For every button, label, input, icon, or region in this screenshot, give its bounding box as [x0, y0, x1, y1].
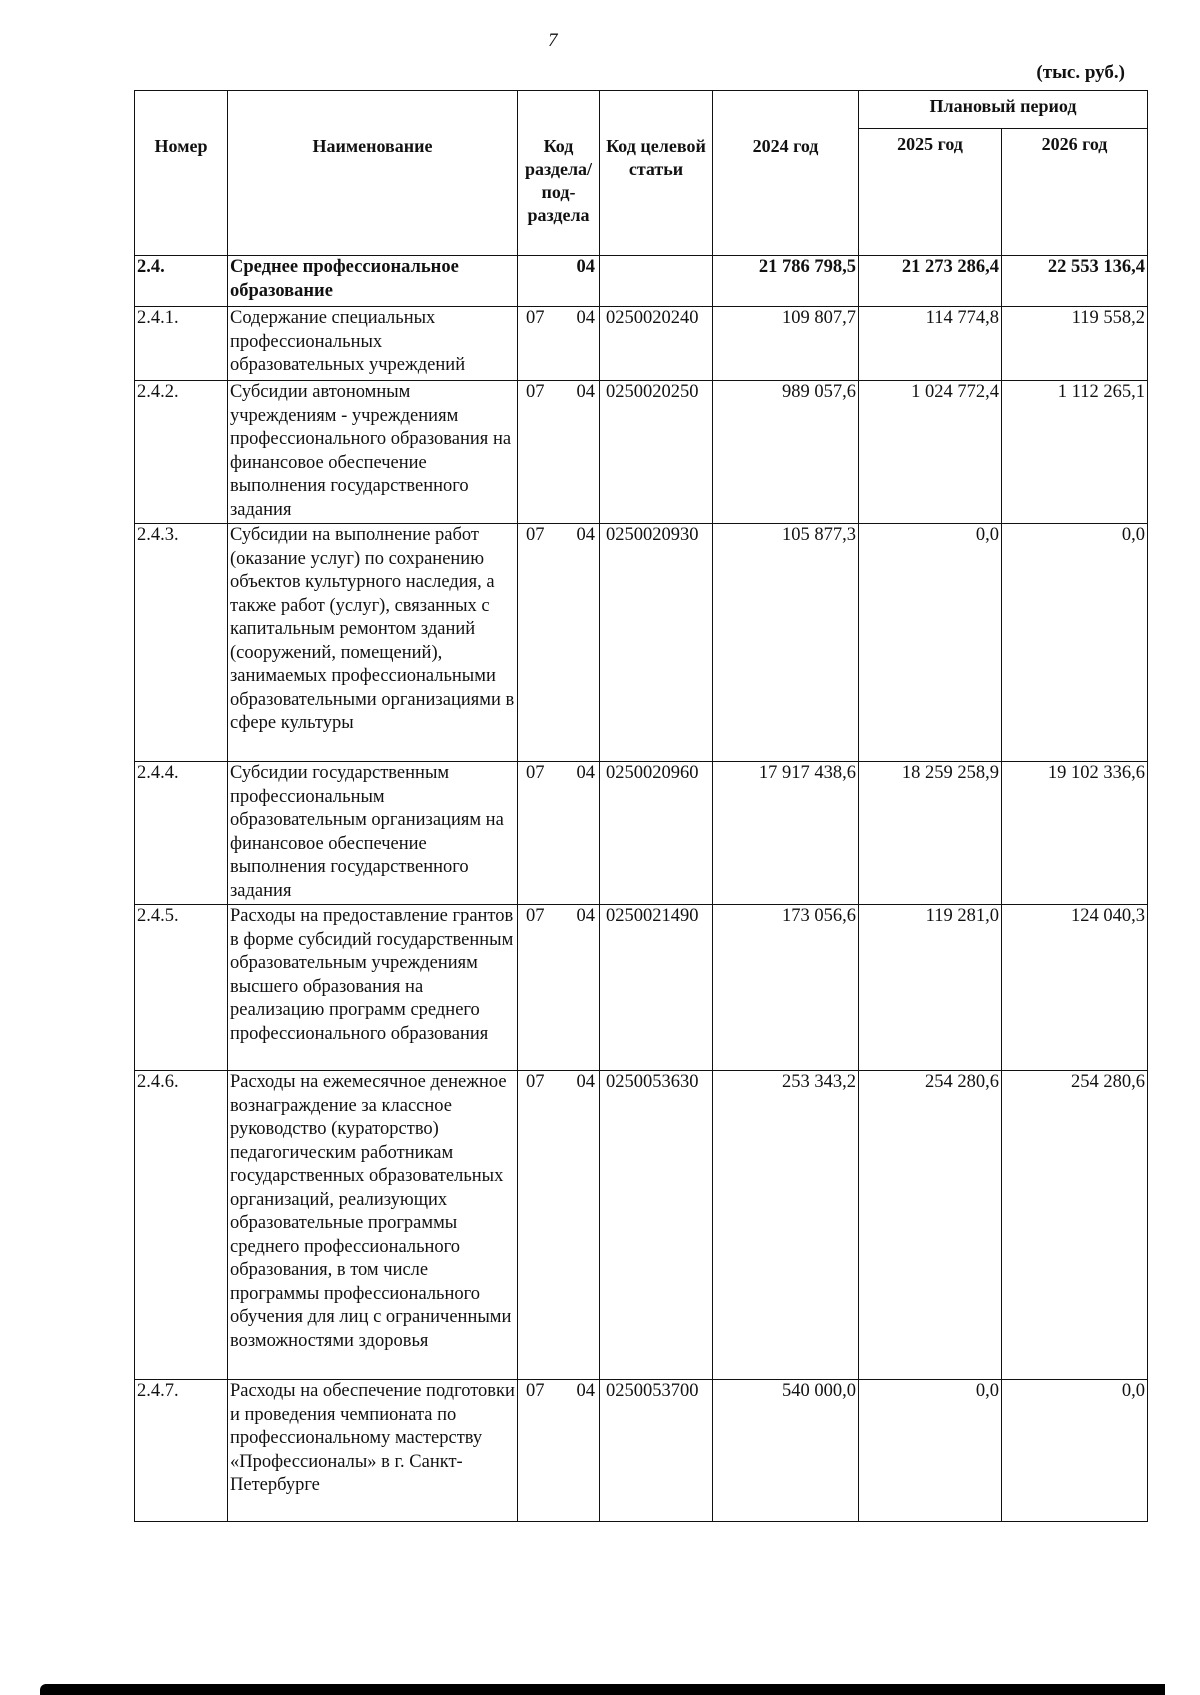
row-value-2025: 254 280,6	[859, 1071, 1002, 1380]
subsection-code: 04	[576, 525, 595, 545]
row-target-code	[600, 256, 713, 307]
row-number: 2.4.3.	[135, 524, 228, 762]
header-name: Наименование	[228, 91, 518, 256]
row-value-2024: 105 877,3	[713, 524, 859, 762]
table-row	[135, 307, 1148, 381]
row-target-code: 0250021490	[600, 905, 713, 1071]
section-code: 07	[526, 525, 545, 545]
row-value-2024: 109 807,7	[713, 307, 859, 381]
subsection-code: 04	[576, 308, 595, 328]
row-value-2024: 21 786 798,5	[713, 256, 859, 307]
section-code: 07	[526, 308, 545, 328]
row-value-2024: 173 056,6	[713, 905, 859, 1071]
section-code: 07	[526, 382, 545, 402]
row-section-code	[518, 256, 600, 307]
table-row	[135, 1380, 1148, 1522]
section-code: 07	[526, 1072, 545, 1092]
row-section-code	[518, 307, 600, 381]
row-value-2024: 540 000,0	[713, 1380, 859, 1522]
table-row	[135, 762, 1148, 905]
subsection-code: 04	[576, 257, 595, 277]
table-row	[135, 524, 1148, 762]
row-name: Расходы на обеспечение подготовки и проведения чемпионата по профессиональному мастерству «Профессионалы» в г. Санкт-Петербурге	[228, 1380, 518, 1522]
header-planned-period: Плановый период	[859, 91, 1148, 129]
row-value-2026: 0,0	[1002, 1380, 1148, 1522]
row-number: 2.4.4.	[135, 762, 228, 905]
table-row	[135, 381, 1148, 524]
row-value-2024: 989 057,6	[713, 381, 859, 524]
header-number: Номер	[135, 91, 228, 256]
scan-edge-bar	[40, 1684, 1165, 1695]
row-number: 2.4.1.	[135, 307, 228, 381]
row-name: Субсидии автономным учреждениям - учреждениям профессионального образования на финансовое обеспечение выполнения государственного задания	[228, 381, 518, 524]
row-value-2024: 253 343,2	[713, 1071, 859, 1380]
header-2024: 2024 год	[713, 91, 859, 256]
row-value-2026: 0,0	[1002, 524, 1148, 762]
row-value-2026: 22 553 136,4	[1002, 256, 1148, 307]
row-number: 2.4.2.	[135, 381, 228, 524]
section-code: 07	[526, 763, 545, 783]
row-name: Расходы на ежемесячное денежное вознаграждение за классное руководство (кураторство) педагогическим работникам государственных образовательных организаций, реализующих образовательные программы среднего профессионального образования, в том числе программы профессионального обучения для лиц с ограниченными возможностями здоровья	[228, 1071, 518, 1380]
header-target-code: Код целевой статьи	[600, 91, 713, 256]
row-name: Среднее профессиональное образование	[228, 256, 518, 307]
row-target-code: 0250020250	[600, 381, 713, 524]
page-number: 7	[548, 30, 558, 51]
header-2026: 2026 год	[1002, 129, 1148, 256]
subsection-code: 04	[576, 906, 595, 926]
row-value-2025: 0,0	[859, 1380, 1002, 1522]
row-value-2025: 21 273 286,4	[859, 256, 1002, 307]
row-section-code	[518, 524, 600, 762]
row-name: Субсидии на выполнение работ (оказание услуг) по сохранению объектов культурного наследия, а также работ (услуг), связанных с капитальным ремонтом зданий (сооружений, помещений), занимаемых профессиональными образовательными организациями в сфере культуры	[228, 524, 518, 762]
row-value-2026: 19 102 336,6	[1002, 762, 1148, 905]
row-target-code: 0250020930	[600, 524, 713, 762]
row-value-2024: 17 917 438,6	[713, 762, 859, 905]
row-name: Субсидии государственным профессиональным образовательным организациям на финансовое обеспечение выполнения государственного задания	[228, 762, 518, 905]
header-section-code: Код раздела/ под- раздела	[518, 91, 600, 256]
budget-table	[134, 90, 1148, 1522]
table-row	[135, 905, 1148, 1071]
row-value-2025: 114 774,8	[859, 307, 1002, 381]
row-name: Содержание специальных профессиональных образовательных учреждений	[228, 307, 518, 381]
row-name: Расходы на предоставление грантов в форме субсидий государственным образовательным учреждениям высшего образования на реализацию программ среднего профессионального образования	[228, 905, 518, 1071]
row-value-2026: 1 112 265,1	[1002, 381, 1148, 524]
table-body	[135, 256, 1148, 1522]
subsection-code: 04	[576, 1381, 595, 1401]
row-section-code	[518, 762, 600, 905]
subsection-code: 04	[576, 763, 595, 783]
row-target-code: 0250053630	[600, 1071, 713, 1380]
row-section-code	[518, 905, 600, 1071]
row-value-2025: 18 259 258,9	[859, 762, 1002, 905]
row-value-2025: 0,0	[859, 524, 1002, 762]
row-number: 2.4.6.	[135, 1071, 228, 1380]
row-value-2025: 1 024 772,4	[859, 381, 1002, 524]
subsection-code: 04	[576, 1072, 595, 1092]
row-number: 2.4.7.	[135, 1380, 228, 1522]
table-row	[135, 1071, 1148, 1380]
row-value-2026: 124 040,3	[1002, 905, 1148, 1071]
row-value-2025: 119 281,0	[859, 905, 1002, 1071]
row-section-code	[518, 1380, 600, 1522]
units-label: (тыс. руб.)	[1036, 62, 1125, 83]
section-code: 07	[526, 1381, 545, 1401]
row-section-code	[518, 1071, 600, 1380]
header-2025: 2025 год	[859, 129, 1002, 256]
row-target-code: 0250020240	[600, 307, 713, 381]
row-value-2026: 254 280,6	[1002, 1071, 1148, 1380]
row-section-code	[518, 381, 600, 524]
row-number: 2.4.5.	[135, 905, 228, 1071]
row-value-2026: 119 558,2	[1002, 307, 1148, 381]
row-number: 2.4.	[135, 256, 228, 307]
row-target-code: 0250053700	[600, 1380, 713, 1522]
row-target-code: 0250020960	[600, 762, 713, 905]
section-code: 07	[526, 906, 545, 926]
subsection-code: 04	[576, 382, 595, 402]
table-row	[135, 256, 1148, 307]
